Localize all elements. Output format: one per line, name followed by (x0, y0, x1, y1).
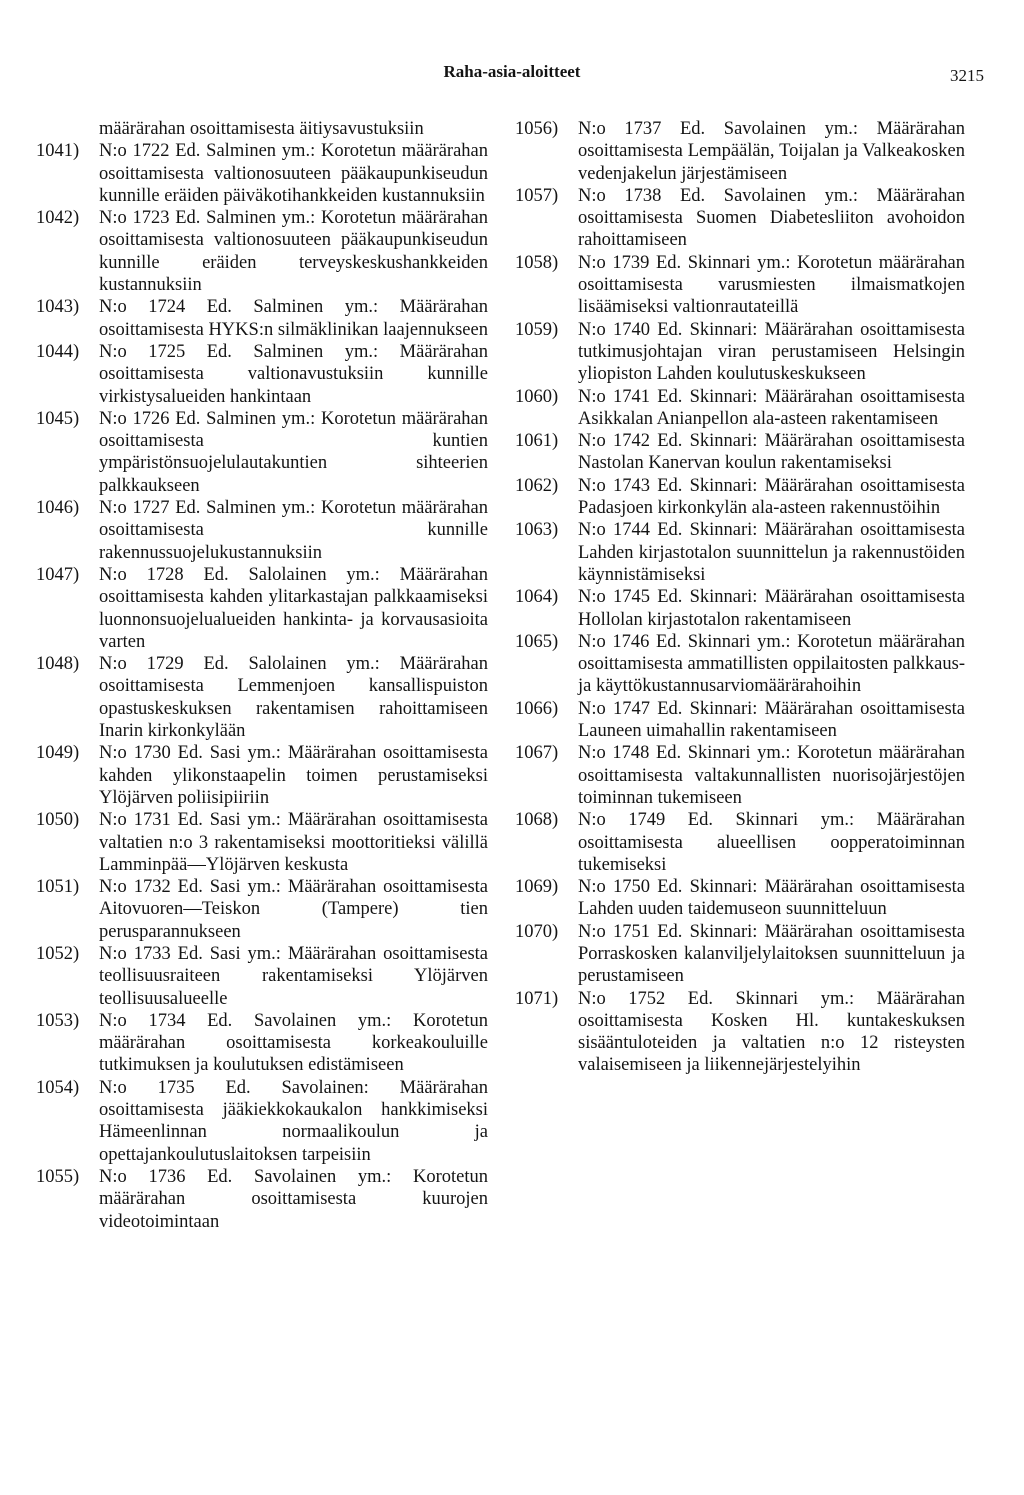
continued-entry-text: määrärahan osoittamisesta äitiysavustuksiin (99, 119, 424, 139)
entry-text: N:o 1751 Ed. Skinnari: Määrärahan osoittamisesta Porraskosken kalanviljelylaitoksen suunnitteluun ja perustamiseen (578, 921, 965, 987)
entry-number: 1052) (36, 943, 80, 964)
entry-number: 1051) (36, 877, 80, 898)
entry-number: 1055) (36, 1166, 80, 1187)
list-item (36, 742, 488, 809)
entry-number: 1048) (36, 654, 80, 675)
entry-number: 1067) (515, 743, 559, 764)
entry-number: 1062) (515, 475, 559, 496)
entry-text: N:o 1725 Ed. Salminen ym.: Määrärahan osoittamisesta valtionavustuksiin kunnille virkistysalueiden hankintaan (99, 341, 488, 407)
entry-number: 1049) (36, 743, 80, 764)
list-item (36, 564, 488, 653)
list-item (36, 408, 488, 497)
entry-number: 1063) (515, 520, 559, 541)
entry-text: N:o 1749 Ed. Skinnari ym.: Määrärahan osoittamisesta alueellisen oopperatoiminnan tukemiseksi (578, 810, 965, 875)
entry-number: 1060) (515, 386, 559, 407)
entry-number: 1042) (36, 208, 80, 229)
list-item (36, 1010, 488, 1077)
entry-number: 1057) (515, 185, 559, 206)
entry-number: 1069) (515, 877, 559, 898)
entry-text: N:o 1741 Ed. Skinnari: Määrärahan osoittamisesta Asikkalan Anianpellon ala-asteen rakentamiseen (578, 386, 965, 429)
left-column (36, 118, 488, 1233)
list-item (36, 1166, 488, 1233)
list-item (515, 988, 965, 1077)
entry-number: 1059) (515, 319, 559, 340)
entry-number: 1061) (515, 431, 559, 452)
entry-text: N:o 1748 Ed. Skinnari ym.: Korotetun määrärahan osoittamisesta valtakunnallisten nuorisojärjestöjen toiminnan tukemiseen (578, 743, 965, 808)
left-entry-list (36, 140, 488, 1233)
entry-text: N:o 1740 Ed. Skinnari: Määrärahan osoittamisesta tutkimusjohtajan viran perustamiseen Helsingin yliopiston Lahden koulutuskeskukseen (578, 319, 965, 385)
list-item (515, 742, 965, 809)
list-item (36, 497, 488, 564)
list-item (515, 386, 965, 431)
entry-number: 1066) (515, 698, 559, 719)
list-item (36, 341, 488, 408)
list-item (515, 519, 965, 586)
entry-text: N:o 1735 Ed. Savolainen: Määrärahan osoittamisesta jääkiekkokaukalon hankkimiseksi Hämeenlinnan normaalikoulun ja opettajankoulutuslaitoksen tarpeisiin (99, 1077, 488, 1165)
list-item (36, 943, 488, 1010)
list-item (515, 185, 965, 252)
entry-number: 1044) (36, 341, 80, 362)
entry-number: 1047) (36, 564, 80, 585)
entry-number: 1068) (515, 810, 559, 831)
entry-number: 1043) (36, 297, 80, 318)
entry-text: N:o 1739 Ed. Skinnari ym.: Korotetun määrärahan osoittamisesta varusmiesten ilmaismatkojen lisäämiseksi valtionrautateillä (578, 252, 965, 318)
right-column (515, 118, 965, 1077)
entry-text: N:o 1722 Ed. Salminen ym.: Korotetun määrärahan osoittamisesta valtionosuuteen pääkaupunkiseudun kunnille eräiden päiväkotihankkeiden kustannuksiin (99, 141, 488, 206)
list-item (515, 809, 965, 876)
entry-number: 1046) (36, 498, 80, 519)
right-entry-list (515, 118, 965, 1077)
list-item (515, 876, 965, 921)
entry-text: N:o 1727 Ed. Salminen ym.: Korotetun määrärahan osoittamisesta kunnille rakennussuojelukustannuksiin (99, 498, 488, 563)
entry-text: N:o 1736 Ed. Savolainen ym.: Korotetun määrärahan osoittamisesta kuurojen videotoimintaan (99, 1166, 488, 1232)
list-item (515, 118, 965, 185)
entry-text: N:o 1737 Ed. Savolainen ym.: Määrärahan osoittamisesta Lempäälän, Toijalan ja Valkeakosken vedenjakelun järjestämiseen (578, 119, 965, 184)
entry-number: 1058) (515, 252, 559, 273)
list-item (36, 140, 488, 207)
entry-text: N:o 1742 Ed. Skinnari: Määrärahan osoittamisesta Nastolan Kanervan koulun rakentamiseksi (578, 431, 965, 474)
entry-text: N:o 1729 Ed. Salolainen ym.: Määrärahan osoittamisesta Lemmenjoen kansallispuiston opastuskeskuksen rakentamisen rahoittamiseen Inarin kirkonkylään (99, 654, 488, 742)
entry-text: N:o 1745 Ed. Skinnari: Määrärahan osoittamisesta Hollolan kirjastotalon rakentamiseen (578, 587, 965, 630)
list-item (36, 653, 488, 742)
page-number: 3215 (950, 66, 984, 85)
list-item (36, 207, 488, 296)
list-item (515, 430, 965, 475)
entry-text: N:o 1743 Ed. Skinnari: Määrärahan osoittamisesta Padasjoen kirkonkylän ala-asteen rakennustöihin (578, 475, 965, 519)
list-item (515, 921, 965, 988)
entry-number: 1056) (515, 119, 559, 139)
list-item (515, 252, 965, 319)
list-item (515, 319, 965, 386)
entry-text: N:o 1746 Ed. Skinnari ym.: Korotetun määrärahan osoittamisesta ammatillisten oppilaitosten palkkaus- ja käyttökustannusarviomäärärahoihin (578, 631, 965, 697)
entry-number: 1045) (36, 408, 80, 429)
entry-text: N:o 1724 Ed. Salminen ym.: Määrärahan osoittamisesta HYKS:n silmäklinikan laajennukseen (99, 297, 488, 340)
entry-text: N:o 1750 Ed. Skinnari: Määrärahan osoittamisesta Lahden uuden taidemuseon suunnitteluun (578, 877, 965, 920)
entry-text: N:o 1723 Ed. Salminen ym.: Korotetun määrärahan osoittamisesta valtionosuuteen pääkaupunkiseudun kunnille eräiden terveyskeskushankkeiden kustannuksiin (99, 208, 488, 296)
list-item (36, 809, 488, 876)
list-item (515, 586, 965, 631)
list-item (36, 876, 488, 943)
entry-number: 1064) (515, 587, 559, 608)
running-head-title: Raha-asia-aloitteet (443, 62, 581, 81)
entry-text: N:o 1733 Ed. Sasi ym.: Määrärahan osoittamisesta teollisuusraiteen rakentamiseksi Ylöjärven teollisuusalueelle (99, 943, 488, 1009)
entry-text: N:o 1728 Ed. Salolainen ym.: Määrärahan osoittamisesta kahden ylitarkastajan palkkaamiseksi luonnonsuojelualueiden hankinta- ja korvausasioita varten (99, 564, 488, 652)
entry-text: N:o 1752 Ed. Skinnari ym.: Määrärahan osoittamisesta Kosken Hl. kuntakeskuksen sisääntuloteiden ja valtatien n:o 12 risteysten valaisemiseen ja liikennejärjestelyihin (578, 988, 965, 1076)
list-item (515, 631, 965, 698)
entry-text: N:o 1734 Ed. Savolainen ym.: Korotetun määrärahan osoittamisesta korkeakouluille tutkimuksen ja koulutuksen edistämiseen (99, 1010, 488, 1076)
entry-number: 1070) (515, 921, 559, 942)
list-item (515, 698, 965, 743)
list-item (36, 296, 488, 341)
entry-number: 1054) (36, 1077, 80, 1098)
entry-text: N:o 1726 Ed. Salminen ym.: Korotetun määrärahan osoittamisesta kuntien ympäristönsuojelulautakuntien sihteerien palkkaukseen (99, 408, 488, 496)
list-item (515, 475, 965, 520)
entry-text: N:o 1747 Ed. Skinnari: Määrärahan osoittamisesta Launeen uimahallin rakentamiseen (578, 698, 965, 742)
entry-number: 1053) (36, 1010, 80, 1031)
entry-number: 1065) (515, 631, 559, 652)
entry-text: N:o 1731 Ed. Sasi ym.: Määrärahan osoittamisesta valtatien n:o 3 rakentamiseksi moottoritieksi välillä Lamminpää—Ylöjärven keskusta (99, 810, 488, 875)
entry-text: N:o 1744 Ed. Skinnari: Määrärahan osoittamisesta Lahden kirjastotalon suunnittelun ja rakennustöiden käynnistämiseksi (578, 520, 965, 585)
entry-text: N:o 1738 Ed. Savolainen ym.: Määrärahan osoittamisesta Suomen Diabetesliiton avohoidon rahoittamiseen (578, 185, 965, 251)
entry-text: N:o 1732 Ed. Sasi ym.: Määrärahan osoittamisesta Aitovuoren—Teiskon (Tampere) tien perusparannukseen (99, 877, 488, 942)
entry-text: N:o 1730 Ed. Sasi ym.: Määrärahan osoittamisesta kahden ylikonstaapelin toimen perustamiseksi Ylöjärven poliisipiiriin (99, 743, 488, 808)
entry-number: 1071) (515, 988, 559, 1009)
entry-number: 1050) (36, 810, 80, 831)
list-item (36, 1077, 488, 1166)
entry-number: 1041) (36, 141, 80, 162)
